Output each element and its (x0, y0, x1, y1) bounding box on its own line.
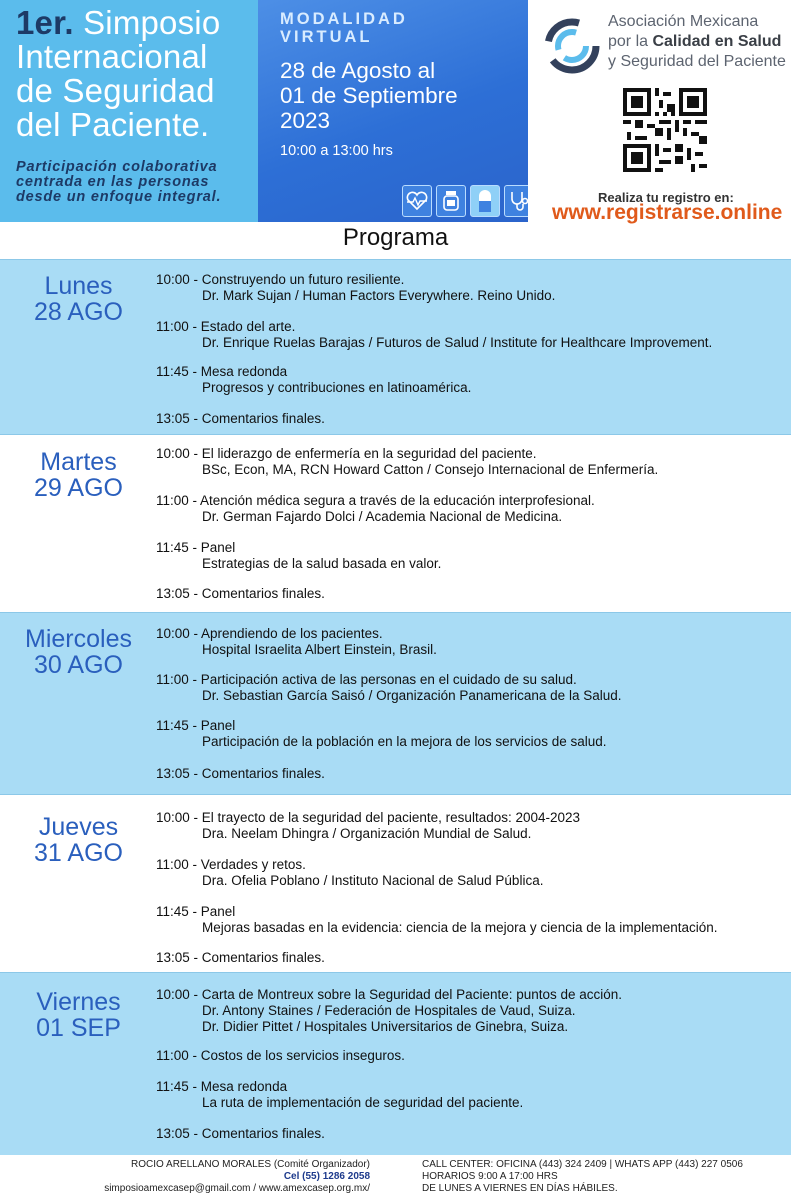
item-detail: Dra. Neelam Dhingra / Organización Mundial de Salud. (202, 826, 532, 841)
schedule-item (156, 1126, 325, 1142)
item-line: 10:00 - El liderazgo de enfermería en la seguridad del paciente. (156, 446, 537, 461)
event-title-edition: 1er. (16, 4, 74, 41)
schedule-item (156, 272, 555, 304)
day-date: 30 AGO (34, 651, 123, 679)
day-date: 29 AGO (34, 474, 123, 502)
heartbeat-icon (402, 185, 432, 217)
dates-line: 2023 (280, 108, 331, 133)
modality-label (280, 10, 528, 46)
schedule-item (156, 1079, 523, 1111)
schedule-item (156, 411, 325, 427)
organizer-name: ROCIO ARELLANO MORALES (Comité Organizador) (131, 1159, 370, 1170)
event-title-line: Simposio (73, 4, 221, 41)
jar-icon (436, 185, 466, 217)
day-label (0, 449, 157, 501)
schedule-item (156, 950, 325, 966)
item-line: 10:00 - Carta de Montreux sobre la Seguridad del Paciente: puntos de acción. (156, 987, 623, 1002)
schedule-item (156, 987, 622, 1035)
dates-line: 01 de Septiembre (280, 83, 458, 108)
schedule-item (156, 766, 325, 782)
item-detail: Estrategias de la salud basada en valor. (202, 556, 442, 571)
day-name: Lunes (44, 272, 113, 300)
day-label (0, 989, 157, 1041)
item-line: 11:45 - Panel (156, 540, 236, 555)
day-date: 28 AGO (34, 298, 123, 326)
schedule-item (156, 672, 621, 704)
event-title-panel (0, 0, 258, 222)
day-date: 31 AGO (34, 839, 123, 867)
event-hours: 10:00 a 13:00 hrs (280, 143, 393, 159)
schedule-item (156, 1048, 405, 1064)
item-line: 10:00 - Construyendo un futuro resiliente. (156, 272, 405, 287)
schedule-item (156, 718, 606, 750)
schedule-item (156, 626, 437, 658)
schedule-item (156, 810, 580, 842)
day-name: Miercoles (25, 625, 132, 653)
item-detail: Dr. Mark Sujan / Human Factors Everywhere. Reino Unido. (202, 288, 556, 303)
org-name-bold: Calidad en Salud (652, 33, 782, 50)
day-block-viernes (0, 972, 791, 1155)
organization-panel (528, 0, 791, 228)
day-name: Viernes (36, 988, 121, 1016)
organizer-contact (104, 1159, 370, 1195)
item-line: 13:05 - Comentarios finales. (156, 411, 325, 426)
item-detail: Participación de la población en la mejora de los servicios de salud. (202, 734, 607, 749)
org-name-line: Asociación Mexicana (608, 13, 759, 30)
event-title-line: de Seguridad (16, 72, 215, 109)
item-detail: La ruta de implementación de seguridad del paciente. (202, 1095, 524, 1110)
org-name-line: y Seguridad del Paciente (608, 53, 786, 70)
program-title: Programa (342, 224, 449, 251)
event-dates (280, 58, 528, 133)
subtitle-line: Participación colaborativa (16, 159, 218, 175)
event-subtitle (16, 160, 258, 205)
item-line: 11:45 - Panel (156, 718, 236, 733)
item-detail: Dr. Sebastian García Saisó / Organización Panamericana de la Salud. (202, 688, 622, 703)
schedule-item (156, 364, 471, 396)
org-name-line: por la (608, 33, 653, 50)
day-label (0, 814, 157, 866)
health-icons (402, 185, 534, 217)
day-date: 01 SEP (36, 1014, 121, 1042)
item-line: 11:00 - Estado del arte. (156, 319, 296, 334)
item-line: 13:05 - Comentarios finales. (156, 766, 325, 781)
schedule-item (156, 446, 658, 478)
item-line: 11:00 - Verdades y retos. (156, 857, 306, 872)
modality-line: MODALIDAD (280, 10, 408, 28)
item-detail: Dra. Ofelia Poblano / Instituto Nacional de Salud Pública. (202, 873, 544, 888)
call-center-days: DE LUNES A VIERNES EN DÍAS HÁBILES. (422, 1183, 618, 1194)
item-detail: Dr. Antony Staines / Federación de Hospitales de Vaud, Suiza. (202, 1003, 576, 1018)
event-title (16, 6, 258, 142)
item-detail: Dr. German Fajardo Dolci / Academia Nacional de Medicina. (202, 509, 563, 524)
item-line: 11:45 - Mesa redonda (156, 1079, 288, 1094)
day-name: Jueves (38, 813, 119, 841)
item-detail: Dr. Didier Pittet / Hospitales Universitarios de Ginebra, Suiza. (202, 1019, 569, 1034)
day-block-martes (0, 434, 791, 612)
modality-line: VIRTUAL (280, 28, 373, 46)
item-line: 13:05 - Comentarios finales. (156, 586, 325, 601)
item-line: 11:00 - Costos de los servicios inseguros. (156, 1048, 405, 1063)
item-line: 11:00 - Atención médica segura a través de la educación interprofesional. (156, 493, 595, 508)
item-line: 11:45 - Panel (156, 904, 236, 919)
organization-name (608, 12, 786, 72)
register-link[interactable]: www.registrarse.online (552, 201, 783, 224)
schedule-item (156, 540, 441, 572)
event-title-line: Internacional (16, 38, 208, 75)
day-label (0, 273, 157, 325)
item-line: 10:00 - El trayecto de la seguridad del paciente, resultados: 2004-2023 (156, 810, 581, 825)
subtitle-line: centrada en las personas (16, 174, 210, 190)
item-line: 11:45 - Mesa redonda (156, 364, 288, 379)
item-line: 11:00 - Participación activa de las personas en el cuidado de su salud. (156, 672, 577, 687)
call-center-info (422, 1159, 743, 1195)
day-block-lunes (0, 259, 791, 434)
schedule-item (156, 904, 718, 936)
item-detail: Dr. Enrique Ruelas Barajas / Futuros de Salud / Institute for Healthcare Improvement. (202, 335, 713, 350)
day-label (0, 626, 157, 678)
item-line: 10:00 - Aprendiendo de los pacientes. (156, 626, 383, 641)
item-detail: Mejoras basadas en la evidencia: ciencia de la mejora y ciencia de la implementación. (202, 920, 718, 935)
schedule-item (156, 586, 325, 602)
item-line: 13:05 - Comentarios finales. (156, 950, 325, 965)
footer (0, 1155, 791, 1200)
organizer-phone: Cel (55) 1286 2058 (283, 1171, 370, 1182)
call-center-hours: HORARIOS 9:00 A 17:00 HRS (422, 1171, 558, 1182)
day-block-jueves (0, 794, 791, 972)
organizer-email-link[interactable]: simposioamexcasep@gmail.com / www.amexcasep.org.mx/ (104, 1183, 370, 1194)
qr-code[interactable] (623, 88, 707, 172)
item-detail: Progresos y contribuciones en latinoamérica. (202, 380, 472, 395)
register-label: Realiza tu registro en: (598, 190, 734, 205)
dates-line: 28 de Agosto al (280, 58, 436, 83)
organization-logo (542, 16, 602, 76)
event-info-panel (258, 0, 528, 222)
item-line: 13:05 - Comentarios finales. (156, 1126, 325, 1141)
call-center-phones: CALL CENTER: OFICINA (443) 324 2409 | WHATS APP (443) 227 0506 (422, 1159, 743, 1170)
schedule-item (156, 857, 543, 889)
day-block-miercoles (0, 612, 791, 794)
pill-icon (470, 185, 500, 217)
schedule-item (156, 319, 712, 351)
item-detail: BSc, Econ, MA, RCN Howard Catton / Consejo Internacional de Enfermería. (202, 462, 659, 477)
schedule-item (156, 493, 595, 525)
subtitle-line: desde un enfoque integral. (16, 189, 222, 205)
day-name: Martes (40, 448, 117, 476)
event-title-line: del Paciente. (16, 106, 210, 143)
item-detail: Hospital Israelita Albert Einstein, Brasil. (202, 642, 437, 657)
